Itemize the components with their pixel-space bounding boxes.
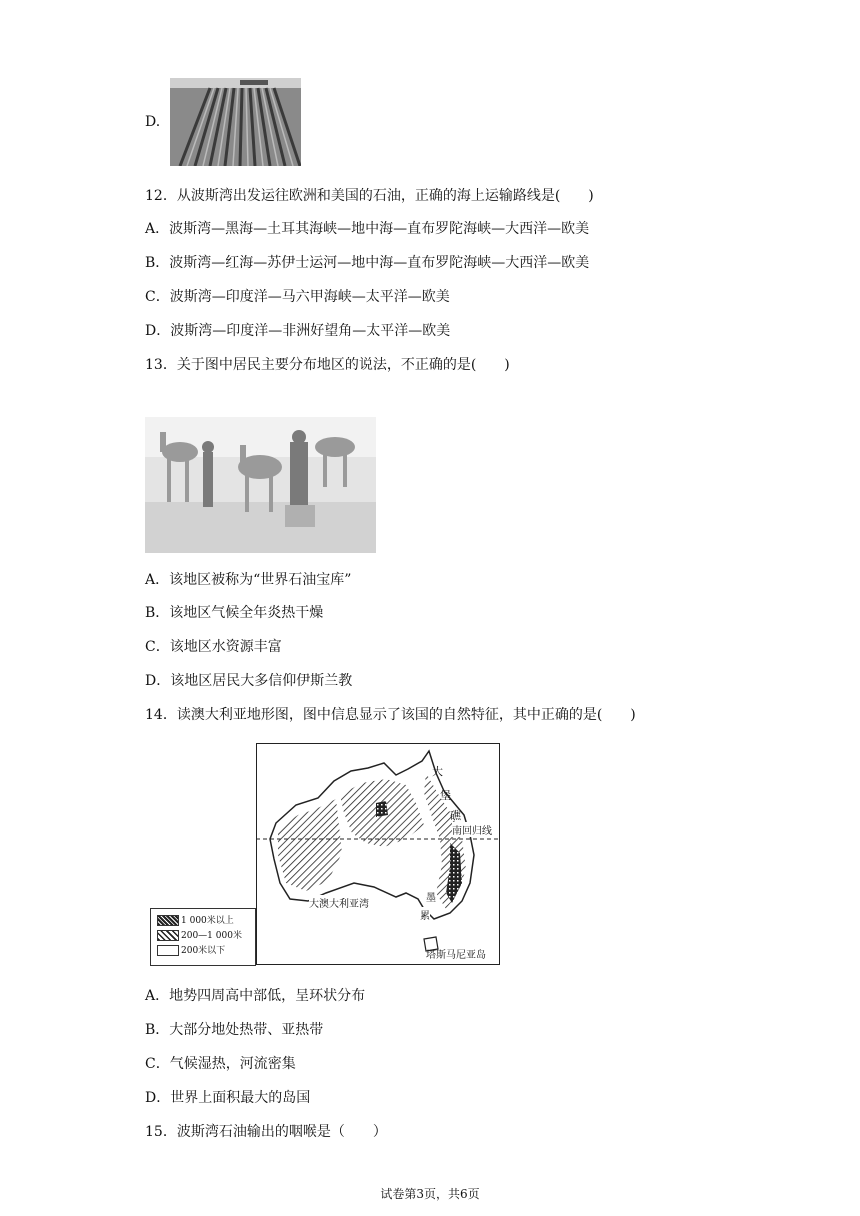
q13-option-b[interactable]: B．该地区气候全年炎热干燥 — [145, 605, 324, 621]
q14-option-d[interactable]: D．世界上面积最大的岛国 — [145, 1090, 311, 1106]
q14-option-c[interactable]: C．气候湿热，河流密集 — [145, 1056, 296, 1072]
q13-option-c[interactable]: C．该地区水资源丰富 — [145, 639, 282, 655]
desert-camel-photo — [145, 417, 376, 553]
q12-option-d[interactable]: D．波斯湾—印度洋—非洲好望角—太平洋—欧美 — [145, 323, 451, 339]
murray-label-b: 累 — [420, 907, 430, 922]
q12-stem-close: ) — [588, 188, 594, 204]
q12-stem-text: 12．从波斯湾出发运往欧洲和美国的石油，正确的海上运输路线是( — [145, 188, 561, 204]
murray-label-a: 墨 — [426, 889, 436, 904]
map-legend — [150, 908, 256, 966]
q12-option-c[interactable]: C．波斯湾—印度洋—马六甲海峡—太平洋—欧美 — [145, 289, 450, 305]
q11-option-d-label: D. — [145, 114, 161, 130]
reef-label-2: 堡 — [440, 789, 451, 802]
legend-row-1 — [157, 915, 234, 927]
legend-swatch-mid — [157, 930, 179, 941]
legend-swatch-high — [157, 915, 179, 926]
q15-stem-text: 15．波斯湾石油输出的咽喉是（ — [145, 1124, 345, 1140]
q14-option-b[interactable]: B．大部分地处热带、亚热带 — [145, 1022, 324, 1038]
q14-stem — [145, 705, 636, 725]
crop-field-photo — [170, 78, 301, 166]
page-footer: 试卷第3页，共6页 — [380, 1187, 480, 1201]
legend-label-mid: 200—1 000米 — [181, 931, 242, 941]
reef-label-3: 礁 — [450, 809, 461, 822]
legend-label-high: 1 000米以上 — [181, 916, 234, 926]
q14-option-a[interactable]: A．地势四周高中部低，呈环状分布 — [145, 988, 366, 1004]
legend-row-2 — [157, 930, 242, 942]
q13-stem — [145, 355, 510, 375]
legend-swatch-low — [157, 945, 179, 956]
legend-label-low: 200米以下 — [181, 946, 226, 956]
q13-option-a[interactable]: A．该地区被称为“世界石油宝库” — [145, 572, 352, 588]
q13-stem-text: 13．关于图中居民主要分布地区的说法，不正确的是( — [145, 357, 477, 373]
q13-option-d[interactable]: D．该地区居民大多信仰伊斯兰教 — [145, 673, 353, 689]
q12-stem — [145, 186, 594, 206]
q15-stem — [145, 1122, 387, 1142]
q12-option-b[interactable]: B．波斯湾—红海—苏伊士运河—地中海—直布罗陀海峡—大西洋—欧美 — [145, 255, 590, 271]
reef-label-1: 大 — [432, 765, 443, 778]
australia-terrain-map — [256, 743, 500, 965]
q13-stem-close: ) — [504, 357, 510, 373]
q14-stem-text: 14．读澳大利亚地形图，图中信息显示了该国的自然特征，其中正确的是( — [145, 707, 603, 723]
tasmania-label: 塔斯马尼亚岛 — [426, 950, 486, 961]
q12-option-a[interactable]: A．波斯湾—黑海—土耳其海峡—地中海—直布罗陀海峡—大西洋—欧美 — [145, 221, 590, 237]
q14-stem-close: ) — [630, 707, 636, 723]
q15-stem-close: ） — [372, 1124, 387, 1140]
tropic-label: 南回归线 — [452, 822, 492, 837]
bight-label: 大澳大利亚湾 — [309, 895, 369, 910]
legend-row-3 — [157, 945, 225, 957]
